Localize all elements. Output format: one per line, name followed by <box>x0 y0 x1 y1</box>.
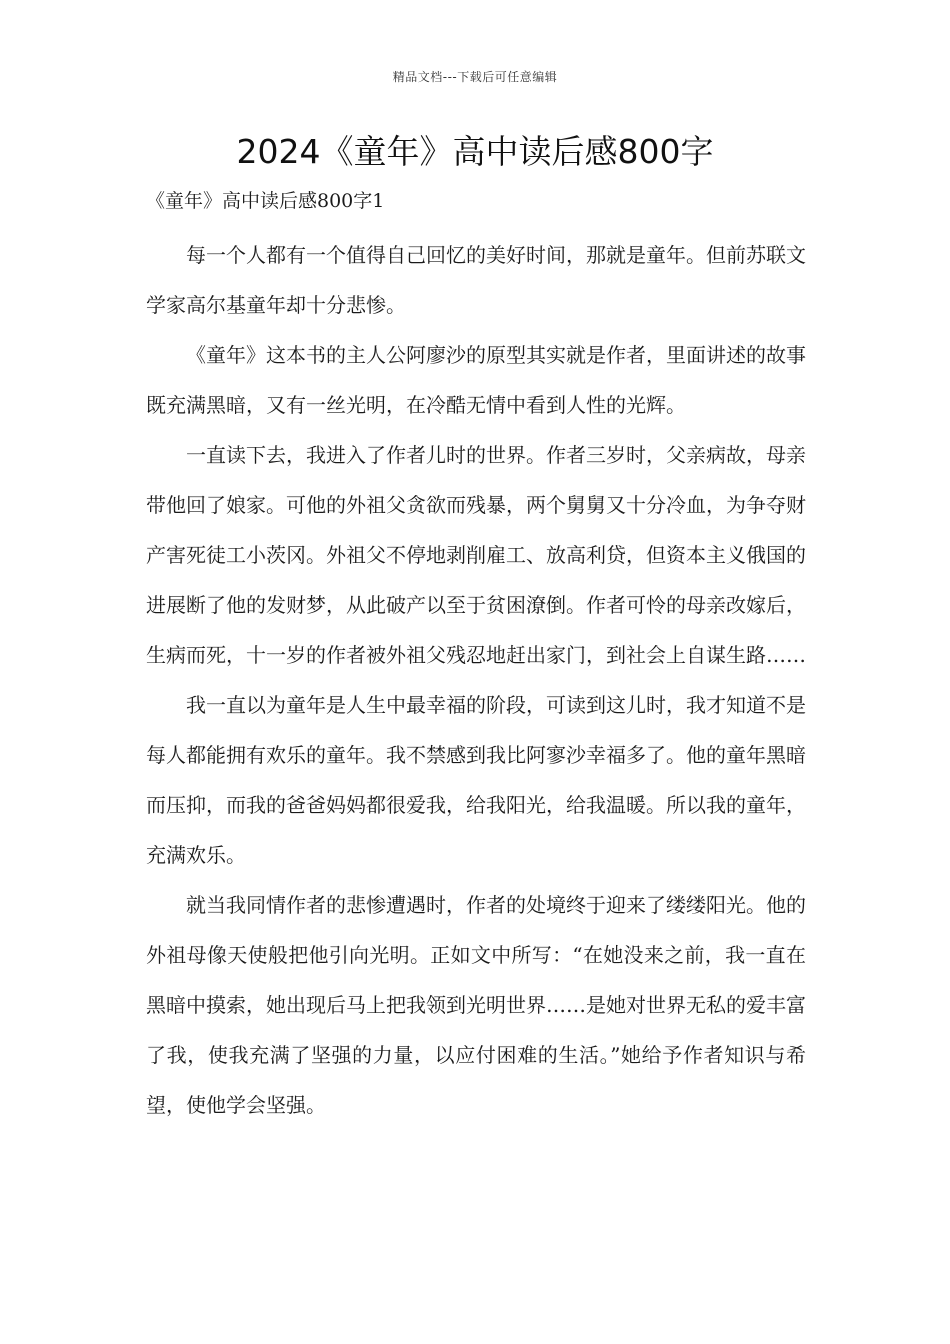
document-body <box>146 230 806 1130</box>
paragraph: 一直读下去，我进入了作者儿时的世界。作者三岁时，父亲病故，母亲带他回了娘家。可他的外祖父贪欲而残暴，两个舅舅又十分冷血，为争夺财产害死徒工小茨冈。外祖父不停地剥削雇工、放高利贷，但资本主义俄国的进展断了他的发财梦，从此破产以至于贫困潦倒。作者可怜的母亲改嫁后，生病而死，十一岁的作者被外祖父残忍地赶出家门，到社会上自谋生路…… <box>146 443 806 667</box>
paragraph: 就当我同情作者的悲惨遭遇时，作者的处境终于迎来了缕缕阳光。他的外祖母像天使般把他引向光明。正如文中所写：“在她没来之前，我一直在黑暗中摸索，她出现后马上把我领到光明世界……是她对世界无私的爱丰富了我，使我充满了坚强的力量，以应付困难的生活。”她给予作者知识与希望，使他学会坚强。 <box>146 893 806 1117</box>
document-title: 2024《童年》高中读后感800字 <box>236 132 714 171</box>
document-subtitle: 《童年》高中读后感800字1 <box>146 190 385 212</box>
paragraph: 《童年》这本书的主人公阿廖沙的原型其实就是作者，里面讲述的故事既充满黑暗，又有一丝光明，在冷酷无情中看到人性的光辉。 <box>146 343 806 417</box>
paragraph: 我一直以为童年是人生中最幸福的阶段，可读到这儿时，我才知道不是每人都能拥有欢乐的童年。我不禁感到我比阿寥沙幸福多了。他的童年黑暗而压抑，而我的爸爸妈妈都很爱我，给我阳光，给我温暖。所以我的童年，充满欢乐。 <box>146 693 806 867</box>
page-header: 精品文档---下载后可任意编辑 <box>392 70 558 84</box>
paragraph: 每一个人都有一个值得自己回忆的美好时间，那就是童年。但前苏联文学家高尔基童年却十分悲惨。 <box>146 243 806 317</box>
